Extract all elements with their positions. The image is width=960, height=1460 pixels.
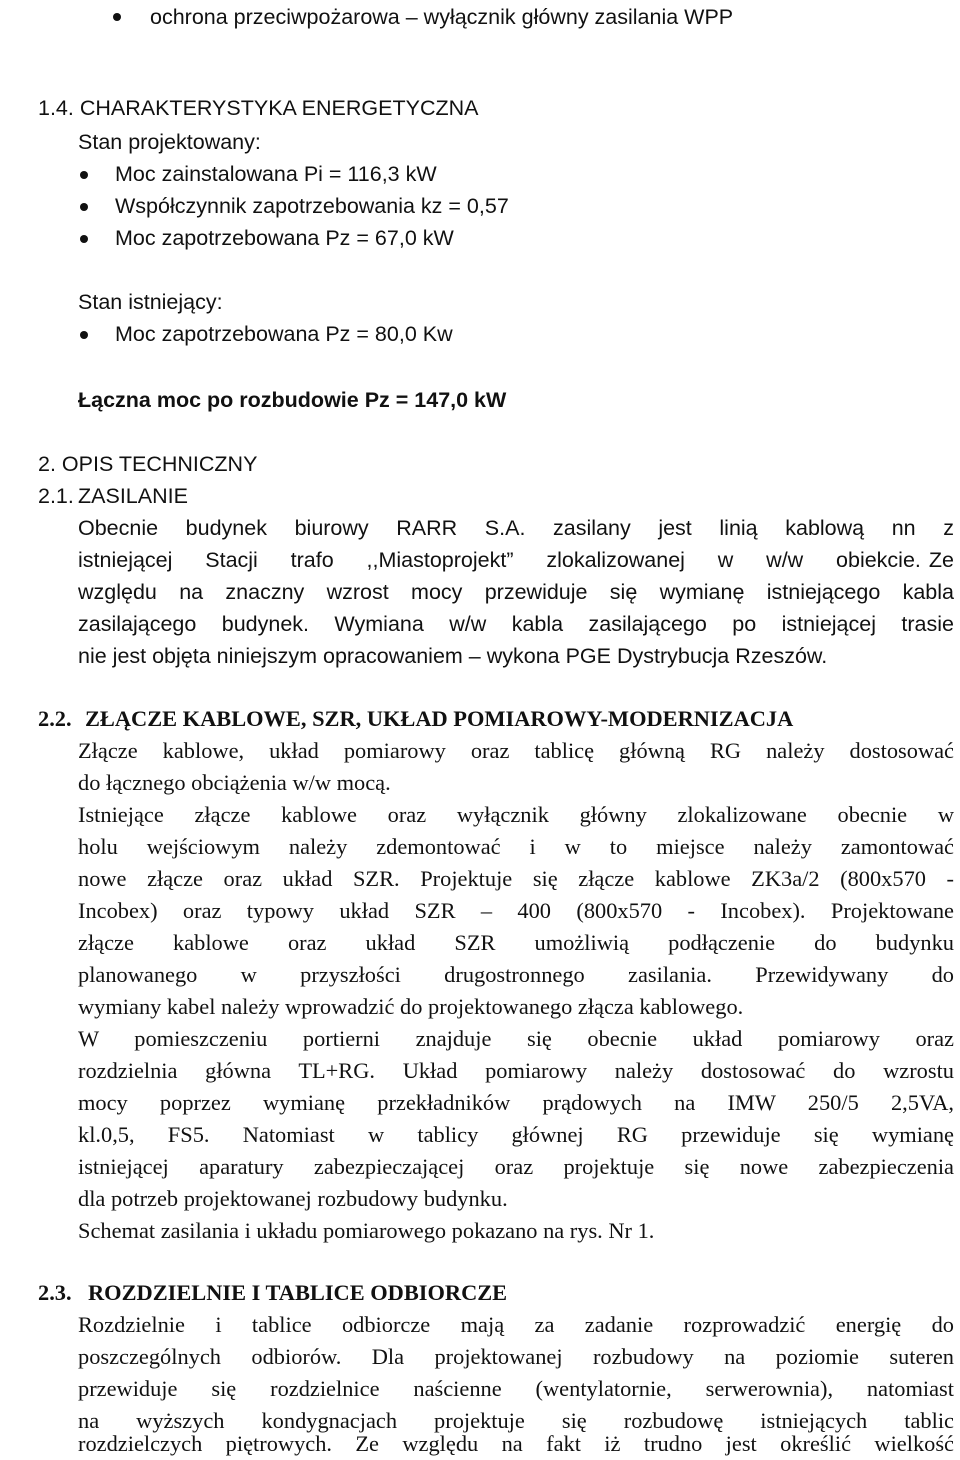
- paragraph-line: mocy poprzez wymianę przekładników prądowych na IMW 250/5 2,5VA,: [78, 1090, 954, 1115]
- paragraph-line: Obecnie budynek biurowy RARR S.A. zasilany jest linią kablową nn z: [78, 516, 954, 540]
- designed-state-label: Stan projektowany:: [78, 130, 261, 154]
- paragraph-line: na wyższych kondygnacjach projektuje się rozbudowę istniejących tablic: [78, 1408, 954, 1433]
- paragraph-line: istniejącej aparatury zabezpieczającej oraz projektuje się nowe zabezpieczenia: [78, 1154, 954, 1179]
- paragraph-line: przewiduje się rozdzielnice naścienne (wentylatornie, serwerownia), natomiast: [78, 1376, 954, 1401]
- paragraph-line: nowe złącze oraz układ SZR. Projektuje się złącze kablowe ZK3a/2 (800x570 -: [78, 866, 954, 891]
- designed-item: Współczynnik zapotrzebowania kz = 0,57: [115, 194, 509, 218]
- paragraph-line: wymiany kabel należy wprowadzić do projektowanego złącza kablowego.: [78, 994, 744, 1019]
- paragraph-line: poszczególnych odbiorów. Dla projektowanej rozbudowy na poziomie suteren: [78, 1344, 954, 1369]
- section-title-2-1: ZASILANIE: [78, 484, 188, 508]
- paragraph-line: Istniejące złącze kablowe oraz wyłącznik główny zlokalizowane obecnie w: [78, 802, 954, 827]
- paragraph-line-tail: Ze: [928, 548, 954, 572]
- designed-item: Moc zapotrzebowana Pz = 67,0 kW: [115, 226, 454, 250]
- paragraph-line: rozdzielnia główna TL+RG. Układ pomiarowy należy dostosować do wzrostu: [78, 1058, 954, 1083]
- paragraph-line: do łącznego obciążenia w/w mocą.: [78, 770, 391, 795]
- paragraph-line: złącze kablowe oraz układ SZR umożliwią podłączenie do budynku: [78, 930, 954, 955]
- section-title-2-3: ROZDZIELNIE I TABLICE ODBIORCZE: [88, 1280, 508, 1305]
- paragraph-line: W pomieszczeniu portierni znajduje się obecnie układ pomiarowy oraz: [78, 1026, 954, 1051]
- paragraph-line: planowanego w przyszłości drugostronnego zasilania. Przewidywany do: [78, 962, 954, 987]
- paragraph-line: nie jest objęta niniejszym opracowaniem – wykona PGE Dystrybucja Rzeszów.: [78, 644, 828, 668]
- designed-item: Moc zainstalowana Pi = 116,3 kW: [115, 162, 437, 186]
- paragraph-line: Incobex) oraz typowy układ SZR – 400 (800x570 - Incobex). Projektowane: [78, 898, 954, 923]
- paragraph-line-text: istniejącej Stacji trafo ,,Miastoprojekt” zlokalizowanej w w/w obiekcie.: [78, 548, 921, 572]
- bullet-dot: [80, 235, 88, 243]
- top-bullet-text: ochrona przeciwpożarowa – wyłącznik główny zasilania WPP: [150, 5, 734, 29]
- paragraph-line: rozdzielczych piętrowych. Ze względu na fakt iż trudno jest określić wielkość: [78, 1431, 954, 1456]
- paragraph-line: Złącze kablowe, układ pomiarowy oraz tablicę główną RG należy dostosować: [78, 738, 954, 763]
- paragraph-line: Schemat zasilania i układu pomiarowego pokazano na rys. Nr 1.: [78, 1218, 655, 1243]
- section-heading-2: 2. OPIS TECHNICZNY: [38, 452, 258, 476]
- bullet-dot: [80, 331, 88, 339]
- bullet-dot: [80, 203, 88, 211]
- paragraph-line: [78, 545, 954, 577]
- section-number-2-3: 2.3.: [38, 1280, 72, 1305]
- section-title-2-2: ZŁĄCZE KABLOWE, SZR, UKŁAD POMIAROWY-MODERNIZACJA: [85, 706, 794, 731]
- section-number-2-2: 2.2.: [38, 706, 72, 731]
- bullet-dot: [113, 13, 121, 21]
- total-power-line: Łączna moc po rozbudowie Pz = 147,0 kW: [78, 388, 507, 412]
- section-number-2-1: 2.1.: [38, 484, 74, 508]
- paragraph-line: Rozdzielnie i tablice odbiorcze mają za zadanie rozprowadzić energię do: [78, 1312, 954, 1337]
- section-heading-1-4: 1.4. CHARAKTERYSTYKA ENERGETYCZNA: [38, 96, 479, 120]
- paragraph-line: zasilającego budynek. Wymiana w/w kabla zasilającego po istniejącej trasie: [78, 612, 954, 636]
- bullet-dot: [80, 171, 88, 179]
- paragraph-line: dla potrzeb projektowanej rozbudowy budynku.: [78, 1186, 508, 1211]
- paragraph-line: względu na znaczny wzrost mocy przewiduje się wymianę istniejącego kabla: [78, 580, 954, 604]
- existing-item: Moc zapotrzebowana Pz = 80,0 Kw: [115, 322, 453, 346]
- paragraph-line: holu wejściowym należy zdemontować i w to miejsce należy zamontować: [78, 834, 954, 859]
- existing-state-label: Stan istniejący:: [78, 290, 223, 314]
- paragraph-line: kl.0,5, FS5. Natomiast w tablicy głównej RG przewiduje się wymianę: [78, 1122, 954, 1147]
